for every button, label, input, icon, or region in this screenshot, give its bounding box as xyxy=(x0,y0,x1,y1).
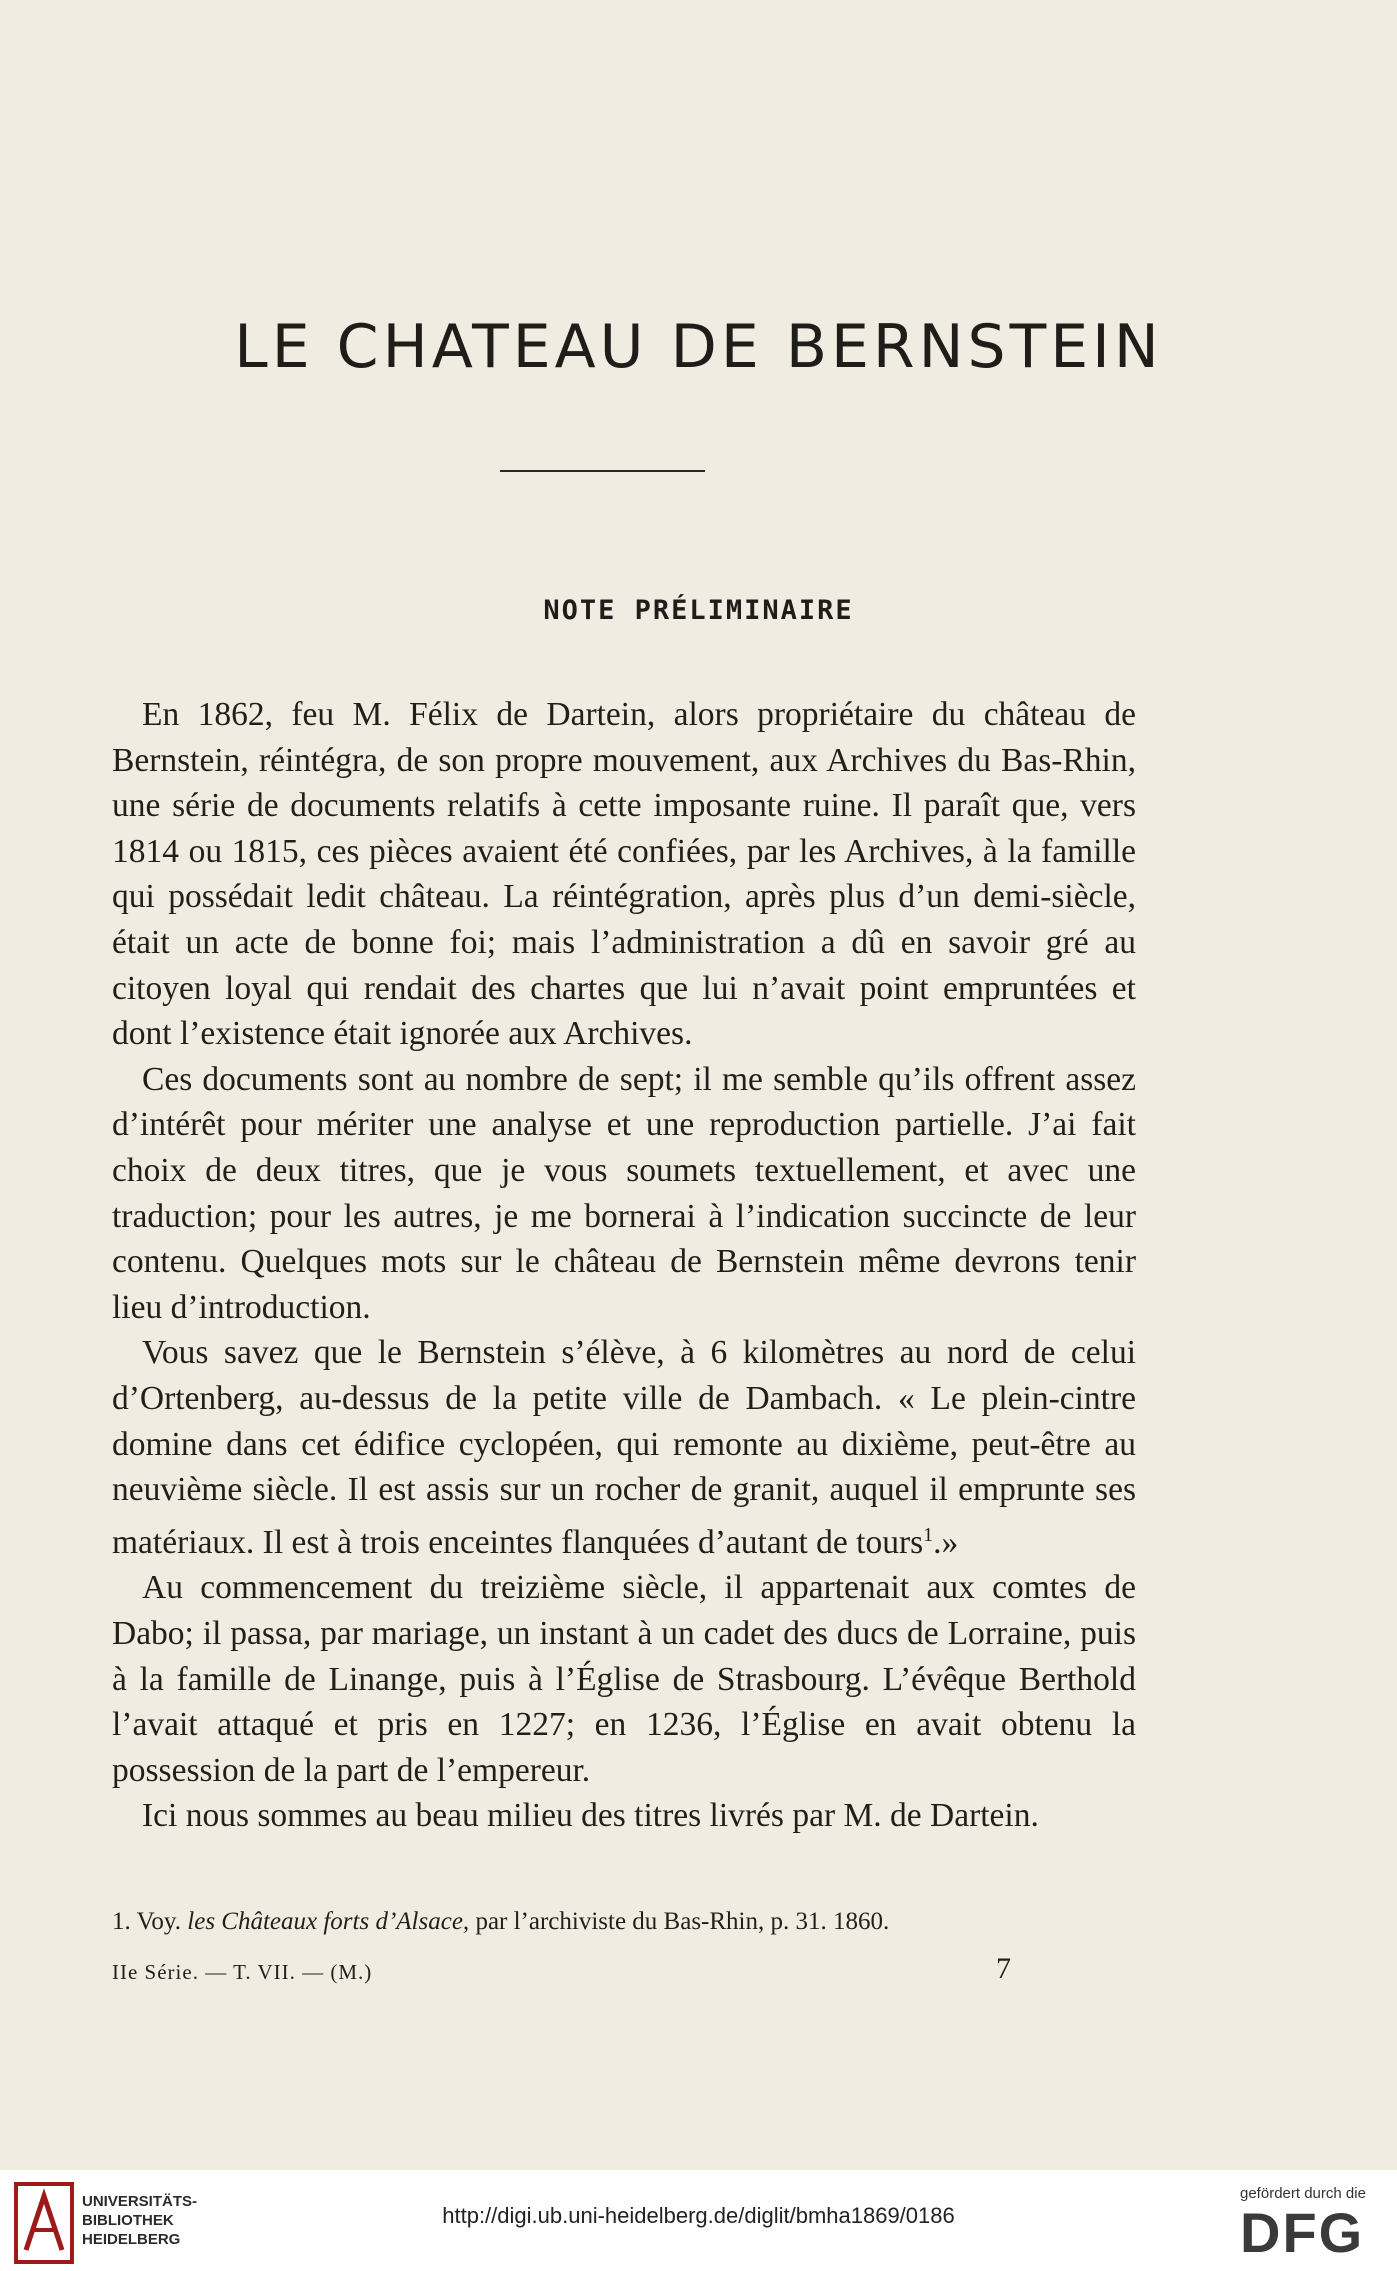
dfg-logo: DFG xyxy=(1240,2201,1365,2264)
university-line: BIBLIOTHEK xyxy=(82,2212,174,2229)
page-number: 7 xyxy=(996,1952,1011,1985)
permalink[interactable]: http://digi.ub.uni-heidelberg.de/diglit/bmha1869/0186 xyxy=(442,2203,955,2228)
footnote-number: 1. xyxy=(112,1908,131,1935)
university-line: UNIVERSITÄTS- xyxy=(82,2193,198,2210)
footnote-reference[interactable]: 1 xyxy=(923,1523,934,1546)
paragraph-2: Ces documents sont au nombre de sept; il me semble qu’ils offrent assez d’intérêt pour mériter une analyse et une reproduction partielle. J’ai fait choix de deux titres, que je vous soumets textuellement, et avec une traduction; pour les autres, je me bornerai à l’indication succincte de leur contenu. Quelques mots sur le château de Bernstein même devrons tenir lieu d’introduction. xyxy=(112,1060,1136,1326)
paragraph-3 xyxy=(112,1330,1136,1565)
section-heading: NOTE PRÉLIMINAIRE xyxy=(543,595,854,626)
title-divider xyxy=(500,470,705,472)
funding-caption: gefördert durch die xyxy=(1240,2185,1366,2202)
page-title: LE CHATEAU DE BERNSTEIN xyxy=(234,312,1163,382)
footnote-title: les Châteaux forts d’Alsace, xyxy=(187,1908,470,1935)
footnote-prefix: Voy. xyxy=(136,1908,182,1935)
paragraph-4: Au commencement du treizième siècle, il appartenait aux comtes de Dabo; il passa, par mariage, un instant à un cadet des ducs de Lorraine, puis à la famille de Linange, puis à l’Église de Strasbourg. L’évêque Berthold l’avait attaqué et pris en 1227; en 1236, l’Église en avait obtenu la possession de la part de l’empereur. xyxy=(112,1569,1136,1789)
footnote xyxy=(112,1908,1136,1936)
university-line: HEIDELBERG xyxy=(82,2231,181,2248)
footnote-rest: par l’archiviste du Bas-Rhin, p. 31. 1860. xyxy=(475,1908,890,1935)
quote-close: .» xyxy=(933,1523,959,1561)
body-text xyxy=(112,692,1136,1839)
paragraph-3-text: Vous savez que le Bernstein s’élève, à 6 kilomètres au nord de celui d’Ortenberg, au-dessus de la petite ville de Dambach. « Le plein-cintre domine dans cet édifice cyclopéen, qui remonte au dixième, peut-être au neuvième siècle. Il est assis sur un rocher de granit, auquel il emprunte ses matériaux. Il est à trois enceintes flanquées d’autant de tours xyxy=(112,1334,1136,1561)
paragraph-1: En 1862, feu M. Félix de Dartein, alors propriétaire du château de Bernstein, réintégra, de son propre mouvement, aux Archives du Bas-Rhin, une série de documents relatifs à cette imposante ruine. Il paraît que, vers 1814 ou 1815, ces pièces avaient été confiées, par les Archives, à la famille qui possédait ledit château. La réintégration, après plus d’un demi-siècle, était un acte de bonne foi; mais l’administration a dû en savoir gré au citoyen loyal qui rendait des chartes que lui n’avait point empruntées et dont l’existence était ignorée aux Archives. xyxy=(112,696,1136,1053)
paragraph-5: Ici nous sommes au beau milieu des titres livrés par M. de Dartein. xyxy=(142,1797,1039,1835)
series-signature: IIe Série. — T. VII. — (M.) xyxy=(112,1960,373,1984)
